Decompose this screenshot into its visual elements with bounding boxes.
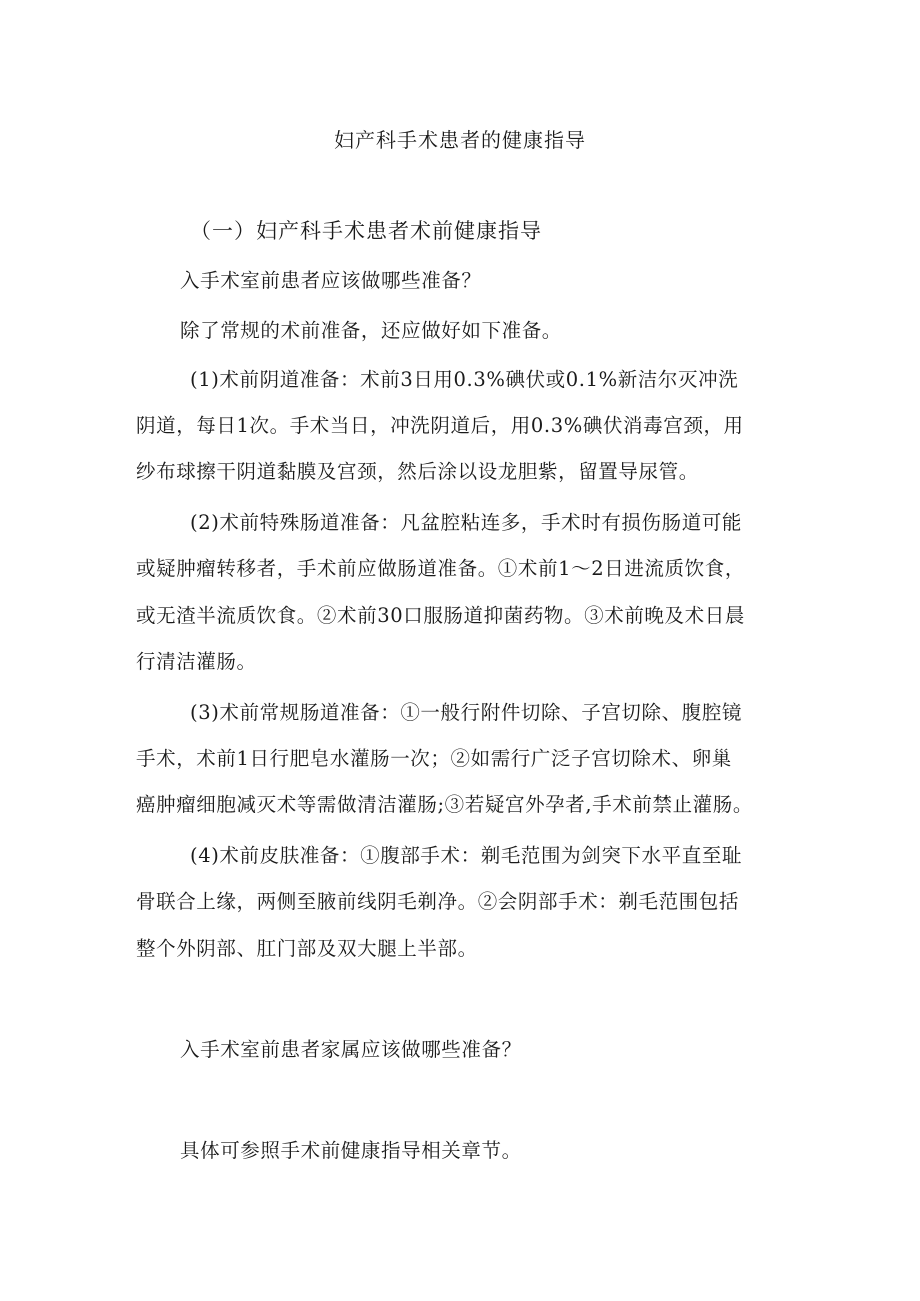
paragraph-line: (2)术前特殊肠道准备：凡盆腔粘连多，手术时有损伤肠道可能	[190, 511, 743, 534]
paragraph-line: 或无渣半流质饮食。②术前30口服肠道抑菌药物。③术前晚及术日晨	[136, 604, 745, 627]
paragraph-line: 或疑肿瘤转移者，手术前应做肠道准备。①术前1～2日进流质饮食，	[136, 557, 745, 580]
paragraph-line: 骨联合上缘，两侧至腋前线阴毛剃净。②会阴部手术：剃毛范围包括	[136, 890, 740, 913]
section-heading: （一）妇产科手术患者术前健康指导	[190, 219, 542, 243]
answer-family-preparation: 具体可参照手术前健康指导相关章节。	[180, 1139, 522, 1162]
question-patient-preparation: 入手术室前患者应该做哪些准备？	[180, 269, 482, 292]
question-family-preparation: 入手术室前患者家属应该做哪些准备？	[180, 1038, 522, 1061]
paragraph-line: 手术，术前1日行肥皂水灌肠一次；②如需行广泛子宫切除术、卵巢	[136, 747, 732, 770]
paragraph-line: (1)术前阴道准备：术前3日用0.3%碘伏或0.1%新洁尔灭冲洗	[190, 368, 739, 391]
paragraph-line: 整个外阴部、肛门部及双大腿上半部。	[136, 937, 478, 960]
document-title: 妇产科手术患者的健康指导	[334, 128, 586, 152]
intro-paragraph: 除了常规的术前准备，还应做好如下准备。	[180, 319, 562, 342]
paragraph-line: (4)术前皮肤准备：①腹部手术：剃毛范围为剑突下水平直至耻	[190, 844, 743, 867]
paragraph-line: (3)术前常规肠道准备：①一般行附件切除、子宫切除、腹腔镜	[190, 701, 743, 724]
paragraph-line: 纱布球擦干阴道黏膜及宫颈，然后涂以设龙胆紫，留置导尿管。	[136, 460, 699, 483]
paragraph-line: 行清洁灌肠。	[136, 650, 257, 673]
paragraph-line: 癌肿瘤细胞减灭术等需做清洁灌肠;③若疑宫外孕者,手术前禁止灌肠。	[136, 793, 753, 816]
paragraph-line: 阴道，每日1次。手术当日，冲洗阴道后，用0.3%碘伏消毒宫颈，用	[136, 414, 744, 437]
